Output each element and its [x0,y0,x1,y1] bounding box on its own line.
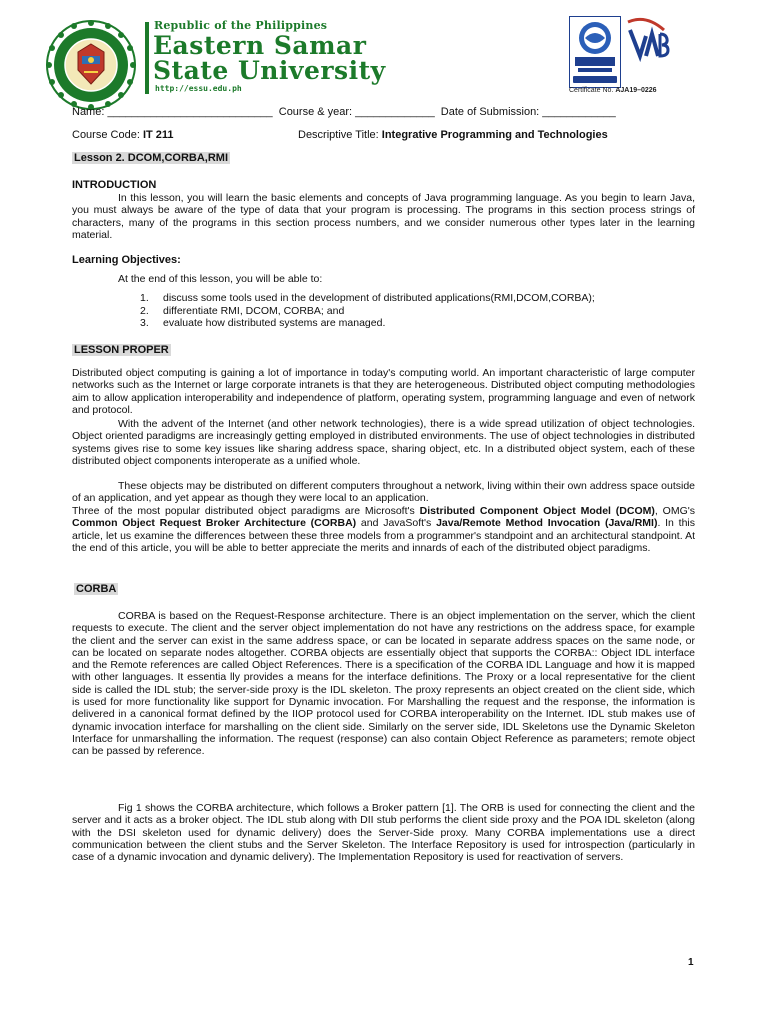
rmi-term: Java/Remote Method Invocation (Java/RMI) [436,517,658,530]
lesson-paragraph-3: These objects may be distributed on different computers throughout a network, living within their own address space outside of an application, and yet appear as though they were local to an application. [72,480,695,505]
corba-paragraph-1: CORBA is based on the Request-Response architecture. There is an object implementation on the server, which the client requests to execute. The client and the server object implementation do not have any restrictions on the address space, for example the client and the server can exist in the same address space, or can be located in separate address spaces on the same node, or can be located on separate nodes altogether. CORBA objects are essentially object that supports the CORBA:: Object IDL interface and the Remote references are called Object References. There is a specification of the CORBA IDL Language and how it is mapped with other languages. It essentia lly provides a means for the interface definitions. The Proxy or a local representative for the client side is called the IDL stub; the server-side proxy is the IDL skeleton. The proxy represents an object created on the client side, which is used for more functionality like support for Dynamic invocation. For Marshalling the request and the response, the information is delivered in a canonical format defined by the IIOP protocol used for CORBA interoperability on the Internet. IDL stub makes use of dynamic invocation interface for marshalling on the client side. Similarly on the server side, IDL Skeletons use the Dynamic Skeleton Interface for unmarshalling the information. The request (response) can also contain Object Reference as parameters; remote object can be passed by reference. [72,610,695,758]
dcom-term: Distributed Component Object Model (DCOM) [419,505,655,517]
certificate-number-line [569,87,657,94]
objectives-list [140,292,595,330]
descriptive-title-value: Integrative Programming and Technologies [381,129,608,141]
objective-item: 3. evaluate how distributed systems are managed. [140,317,386,329]
course-code-row [72,129,174,141]
course-code-label: Course Code: [72,129,140,141]
document-header [0,0,768,100]
university-seal-logo [46,20,136,110]
corba-paragraph-2: Fig 1 shows the CORBA architecture, which follows a Broker pattern [1]. The ORB is used for connecting the client and the server and it acts as a broker object. The IDL stub along with DII stub performs the client side proxy and the POA IDL skeleton (along with the DSI skeleton used for dynamic delivery) does the Server-Side proxy. Many CORBA implementations use a direct communication between the client stubs and the Server Skeleton. The Interface Repository is used for introspection (particularly in case of a dynamic invocation and dynamic delivery). The Implementation Repository is used for reactivation of servers. [72,802,695,864]
university-url: http://essu.edu.ph [155,84,242,93]
university-name-line-2: State University [153,56,386,85]
introduction-paragraph: In this lesson, you will learn the basic elements and concepts of Java programming language. As you begin to learn Java, you must always be aware of the type of data that your program is processing. The programs in this section process strings of characters, many of the programs in this section process numbers, and we consider numerous other types later in the learning material. [72,192,695,241]
name-course-date-row: Name: ___________________________ Course & year: _____________ Date of Submission: ____________ [72,106,616,118]
lesson-title: Lesson 2. DCOM,CORBA,RMI [74,152,229,164]
descriptive-title-label: Descriptive Title: [298,129,379,141]
vab-accreditation-logo [622,16,670,68]
descriptive-title-row [298,129,608,141]
lesson-paragraph-2: With the advent of the Internet (and other network technologies), there is a wide spread utilization of object technologies. Object oriented paradigms are increasingly getting employed in distributed environments. The use of object technologies in distributed systems gives rise to some key issues like sharing address space, sharing object, etc. In a distributed object system, each of these distributed object components interoperate as a unified whole. [72,418,695,467]
university-name-line-1: Eastern Samar [153,31,367,60]
introduction-heading: INTRODUCTION [72,179,157,191]
objectives-intro: At the end of this lesson, you will be able to: [118,273,323,285]
republic-label: Republic of the Philippines [154,19,328,32]
iso-certification-logo [569,16,621,88]
objective-item: 2. differentiate RMI, DCOM, CORBA; and [140,304,345,317]
objectives-heading: Learning Objectives: [72,254,181,266]
objective-item: 1. discuss some tools used in the development of distributed applications(RMI,DCOM,CORBA); [140,292,595,304]
lesson-paragraph-4: Three of the most popular distributed object paradigms are Microsoft's Distributed Component Object Model (DCOM), OMG's Common Object Request Broker Architecture (CORBA) and JavaSoft's Java/Remote Method Invocation (Java/RMI). In this article, let us examine the differences between these three models from a programmer's standpoint and an architectural standpoint. At the end of this article, you will be able to better appreciate the merits and innards of each of the distributed object paradigms. [72,505,695,554]
corba-heading: CORBA [76,583,117,595]
certificate-label: Certificate No. [569,87,614,94]
course-code-value: IT 211 [142,129,174,141]
lesson-paragraph-1: Distributed object computing is gaining a lot of importance in today's computing world. An important characteristic of large computer networks such as the Internet or large corporate intranets is that they are heterogeneous. Distributed object computing methodologies aim to allow application interoperability and independence of platform, operating system, programming language and even of network and protocol. [72,367,695,416]
lesson-proper-heading: LESSON PROPER [74,344,169,356]
certificate-number: AJA19–0226 [615,87,657,94]
page-number: 1 [688,957,694,968]
corba-term: Common Object Request Broker Architecture (CORBA) [72,517,357,530]
header-divider [145,22,149,94]
